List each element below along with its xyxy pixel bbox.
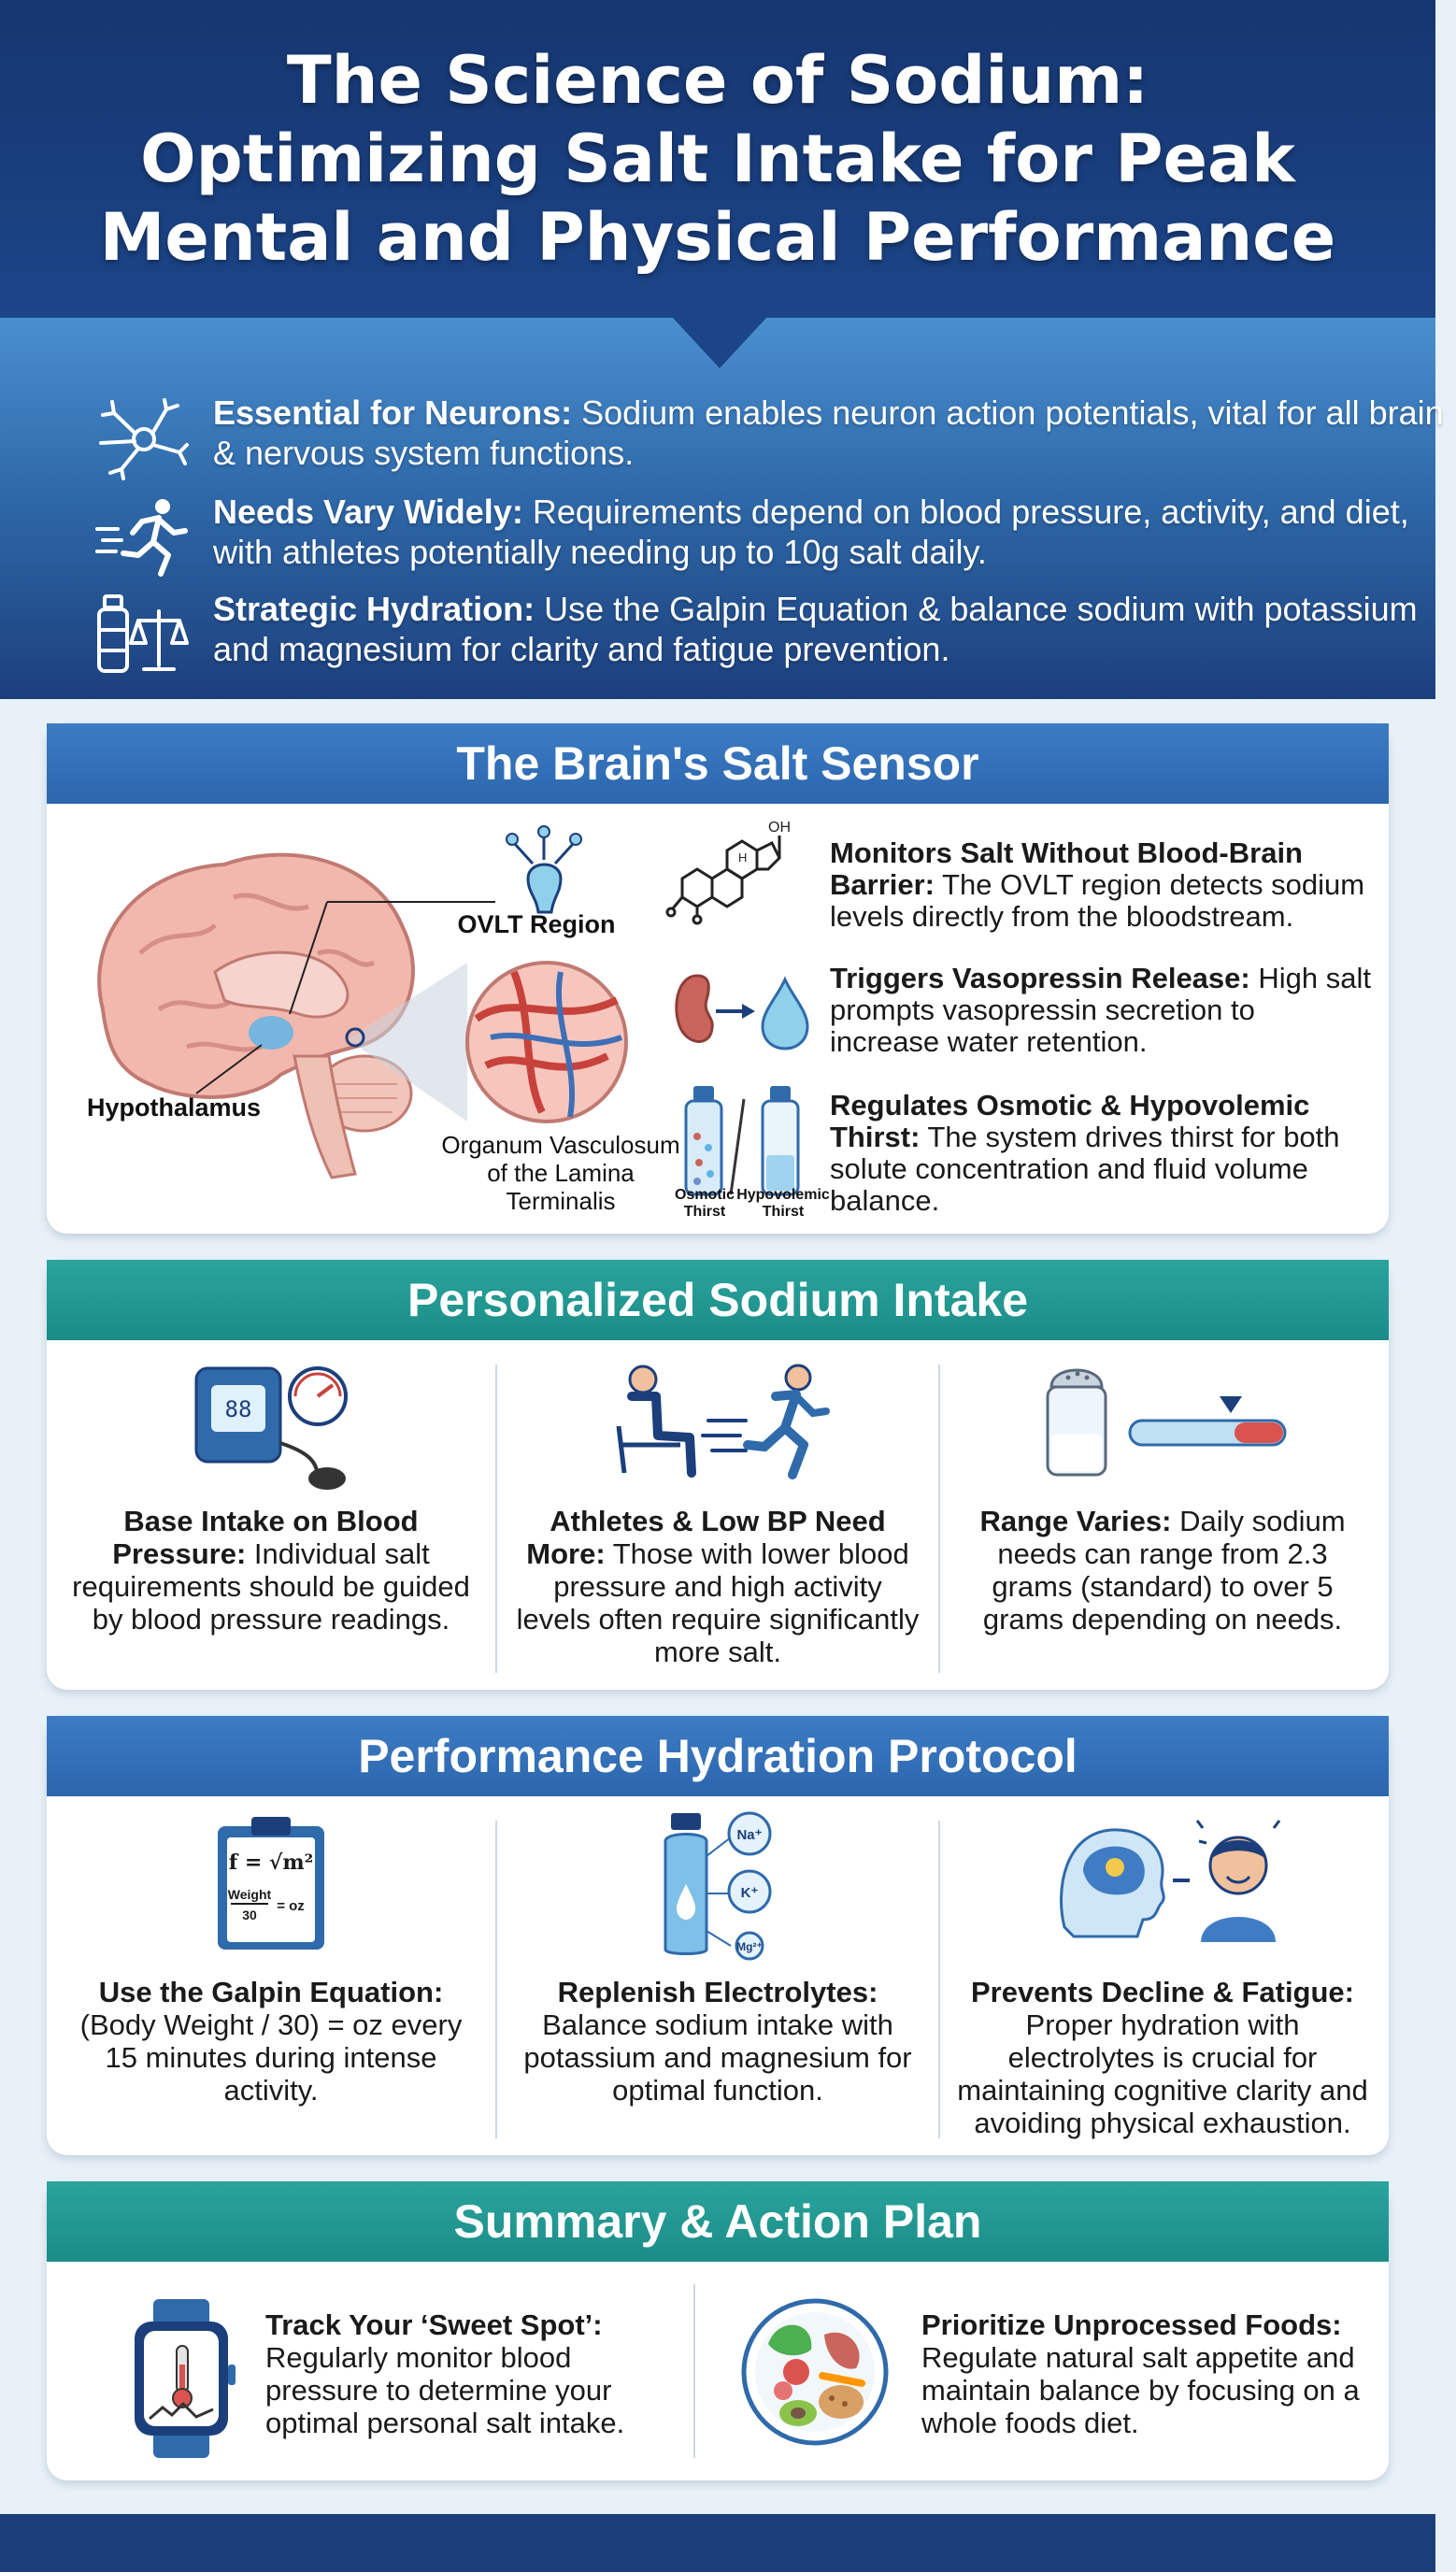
intro-text-needs: Needs Vary Widely: Requirements depend on blood pressure, activity, and diet, with athletes potentially needing up to 10g salt daily.	[213, 493, 1409, 571]
neuron-icon	[93, 396, 191, 480]
bp-display-readout: 88	[224, 1396, 252, 1422]
sensor-point-thirst: Regulates Osmotic & Hypovolemic Thirst: The system drives thirst for both solute concentration and fluid volume balance.	[830, 1089, 1340, 1217]
column-divider	[495, 1821, 497, 2138]
intake-text-range: Range Varies: Daily sodium needs can range from 2.3 grams (standard) to over 5 grams depending on needs.	[979, 1505, 1346, 1636]
page-title	[0, 41, 1435, 277]
intro-text-hydration: Strategic Hydration: Use the Galpin Equation & balance sodium with potassium and magnesium for clarity and fatigue prevention.	[213, 590, 1418, 668]
hydration-text-galpin: Use the Galpin Equation: (Body Weight / 30) = oz every 15 minutes during intense activity.	[79, 1976, 463, 2107]
intro-item-neurons	[93, 393, 1444, 486]
brain-sensor-heading: The Brain's Salt Sensor	[47, 723, 1389, 804]
whole-foods-plate-icon	[740, 2297, 890, 2447]
brain-person-icon	[1046, 1815, 1279, 1946]
intake-text-blood-pressure: Base Intake on Blood Pressure: Individual salt requirements should be guided by blood pressure readings.	[72, 1505, 470, 1636]
potassium-symbol: K⁺	[740, 1885, 759, 1901]
sitting-running-icon	[606, 1361, 830, 1482]
sodium-intake-body	[47, 1340, 1389, 1690]
intro-item-needs	[93, 492, 1409, 585]
organum-label: Organum Vasculosum of the Lamina Terminalis	[441, 1131, 680, 1215]
salt-shaker-range-icon	[1036, 1359, 1289, 1480]
kidney-droplet-icon	[669, 966, 819, 1060]
brain-sensor-body	[47, 804, 1389, 1234]
formula-weight: Weight	[227, 1887, 272, 1902]
summary-body	[47, 2262, 1389, 2480]
sodium-intake-heading: Personalized Sodium Intake	[47, 1260, 1389, 1340]
molecule-h-label: H	[738, 850, 748, 864]
intake-col-blood-pressure	[65, 1340, 477, 1690]
ovlt-label: OVLT Region	[457, 910, 616, 938]
hydration-text-electrolytes: Replenish Electrolytes: Balance sodium intake with potassium and magnesium for optimal function.	[523, 1976, 912, 2107]
summary-text-whole-foods: Prioritize Unprocessed Foods: Regulate natural salt appetite and maintain balance by focusing on a whole foods diet.	[921, 2308, 1360, 2439]
intro-text-neurons: Essential for Neurons: Sodium enables neuron action potentials, vital for all brain & nervous system functions.	[213, 393, 1444, 472]
page-header	[0, 0, 1435, 318]
summary-text-sweet-spot: Track Your ‘Sweet Spot’: Regularly monitor blood pressure to determine your optimal personal salt intake.	[265, 2308, 625, 2439]
hypothalamus-label: Hypothalamus	[86, 1093, 262, 1122]
bottle-scale-icon	[93, 593, 191, 677]
intake-text-athletes: Athletes & Low BP Need More: Those with lower blood pressure and high activity levels often require significantly more salt.	[516, 1505, 920, 1668]
summary-heading: Summary & Action Plan	[47, 2181, 1389, 2262]
column-divider	[938, 1821, 940, 2138]
magnesium-symbol: Mg²⁺	[736, 1940, 763, 1953]
thirst-bottles-icon	[673, 1080, 832, 1202]
osmotic-thirst-label: Osmotic Thirst	[674, 1187, 735, 1220]
formula-oz: = oz	[277, 1898, 305, 1914]
intro-item-hydration	[93, 589, 1418, 682]
hydration-col-fatigue	[957, 1796, 1368, 2155]
sodium-intake-card	[47, 1260, 1389, 1690]
molecule-oh-label: OH	[768, 820, 791, 836]
sensor-point-vasopressin: Triggers Vasopressin Release: High salt prompts vasopressin secretion to increase water retention.	[830, 962, 1371, 1058]
hydration-body	[47, 1796, 1389, 2155]
hydration-text-fatigue: Prevents Decline & Fatigue: Proper hydration with electrolytes is crucial for maintaining cognitive clarity and avoiding physical exhaustion.	[957, 1976, 1368, 2139]
molecule-icon	[664, 820, 791, 935]
intro-section	[0, 318, 1444, 699]
title-line-1: The Science of Sodium:	[286, 42, 1149, 119]
brain-sensor-card	[47, 723, 1389, 1234]
hydration-heading: Performance Hydration Protocol	[47, 1716, 1389, 1796]
electrolyte-bottle-icon	[652, 1809, 783, 1959]
column-divider	[495, 1365, 497, 1673]
formula-30: 30	[242, 1908, 257, 1922]
intake-col-range	[957, 1340, 1368, 1690]
hydration-col-galpin	[65, 1796, 477, 2155]
hydration-card	[47, 1716, 1389, 2155]
sensor-point-barrier: Monitors Salt Without Blood-Brain Barrier: The OVLT region detects sodium levels directly from the bloodstream.	[830, 836, 1365, 933]
formula-top: f = √m²	[228, 1850, 314, 1875]
intake-col-athletes	[514, 1340, 921, 1690]
hydration-col-electrolytes	[514, 1796, 921, 2155]
hypovolemic-thirst-label: Hypovolemic Thirst	[736, 1187, 830, 1220]
runner-icon	[93, 495, 191, 579]
summary-card	[47, 2181, 1389, 2480]
smartwatch-thermometer-icon	[125, 2299, 237, 2458]
sodium-symbol: Na⁺	[736, 1827, 763, 1843]
header-notch	[671, 316, 768, 368]
blood-pressure-monitor-icon	[178, 1359, 364, 1490]
title-line-2: Optimizing Salt Intake for Peak	[140, 121, 1295, 197]
title-line-3: Mental and Physical Performance	[99, 199, 1336, 276]
clipboard-formula-icon	[210, 1813, 332, 1953]
sensor-bulb-icon	[507, 826, 581, 912]
column-divider	[693, 2284, 695, 2458]
column-divider	[938, 1365, 940, 1673]
page-footer-bar	[0, 2514, 1435, 2572]
